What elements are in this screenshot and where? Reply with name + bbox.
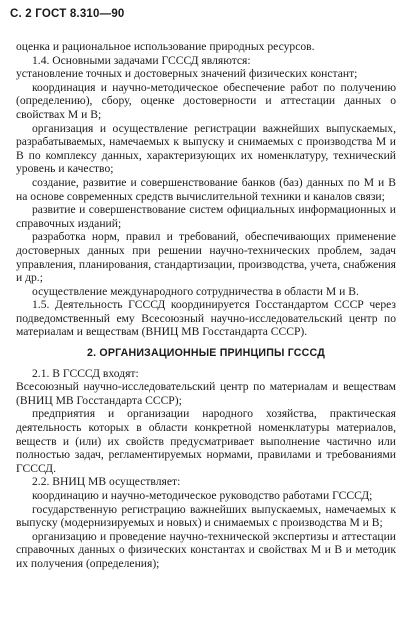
member-item: Всесоюзный научно-исследовательский центр по материалам и веществам (ВНИЦ МВ Госстандарта СССР);: [16, 380, 396, 407]
task-item: координация и научно-методическое обеспечение работ по получению (определению), сбору, оценке достоверности и аттестации данных о свойствах М и В;: [16, 80, 396, 121]
paragraph-2-1-heading: 2.1. В ГСССД входят:: [32, 366, 139, 380]
task-item: осуществление международного сотрудничества в области М и В.: [32, 284, 359, 298]
function-item: организацию и проведение научно-технической экспертизы и аттестации справочных данных о физических константах и свойствах М и В и методик их получения (определения);: [16, 529, 396, 570]
page-header: С. 2 ГОСТ 8.310—90: [10, 8, 125, 20]
paragraph-2-2-heading: 2.2. ВНИЦ МВ осуществляет:: [32, 475, 181, 489]
function-item: координацию и научно-методическое руководство работами ГСССД;: [32, 489, 373, 502]
section-title: 2. ОРГАНИЗАЦИОННЫЕ ПРИНЦИПЫ ГСССД: [87, 347, 325, 360]
task-item: организация и осуществление регистрации важнейших выпускаемых, разрабатываемых, намечаемых к выпуску и снимаемых с производства М и В по комплексу данных, характеризующих их номенклатуру, технический уровень и качество;: [16, 121, 396, 176]
paragraph-1-5: 1.5. Деятельность ГСССД координируется Госстандартом СССР через подведомственный ему Всесоюзный научно-исследовательский центр по материалам и веществам (ВНИЦ МВ Госстандарта СССР).: [16, 298, 396, 339]
task-item: развитие и совершенствование систем официальных информационных и справочных изданий;: [16, 203, 396, 230]
task-item: разработка норм, правил и требований, обеспечивающих применение достоверных данных при решении научно-технических проблем, задач управления, планирования, стандартизации, производства, учета, снабжения и др.;: [16, 230, 396, 285]
tasks-heading: 1.4. Основными задачами ГСССД являются:: [32, 53, 251, 67]
paragraph-continuation: оценка и рациональное использование природных ресурсов.: [16, 40, 315, 53]
task-item: создание, развитие и совершенствование банков (баз) данных по М и В на основе современных средств вычислительной техники и каналов связи;: [16, 175, 396, 203]
member-item: предприятия и организации народного хозяйства, практическая деятельность которых в области конкретной номенклатуры материалов, веществ и (или) их свойств предусматривает выполнение частично или полностью задач, регламентируемых нормами, правилами и требованиями ГСССД.: [16, 407, 396, 475]
document-body: [16, 40, 396, 571]
task-item: установление точных и достоверных значений физических констант;: [16, 67, 358, 81]
function-item: государственную регистрацию важнейших выпускаемых, намечаемых к выпуску (модернизируемых и новых) и снимаемых с производства М и В;: [16, 502, 396, 530]
